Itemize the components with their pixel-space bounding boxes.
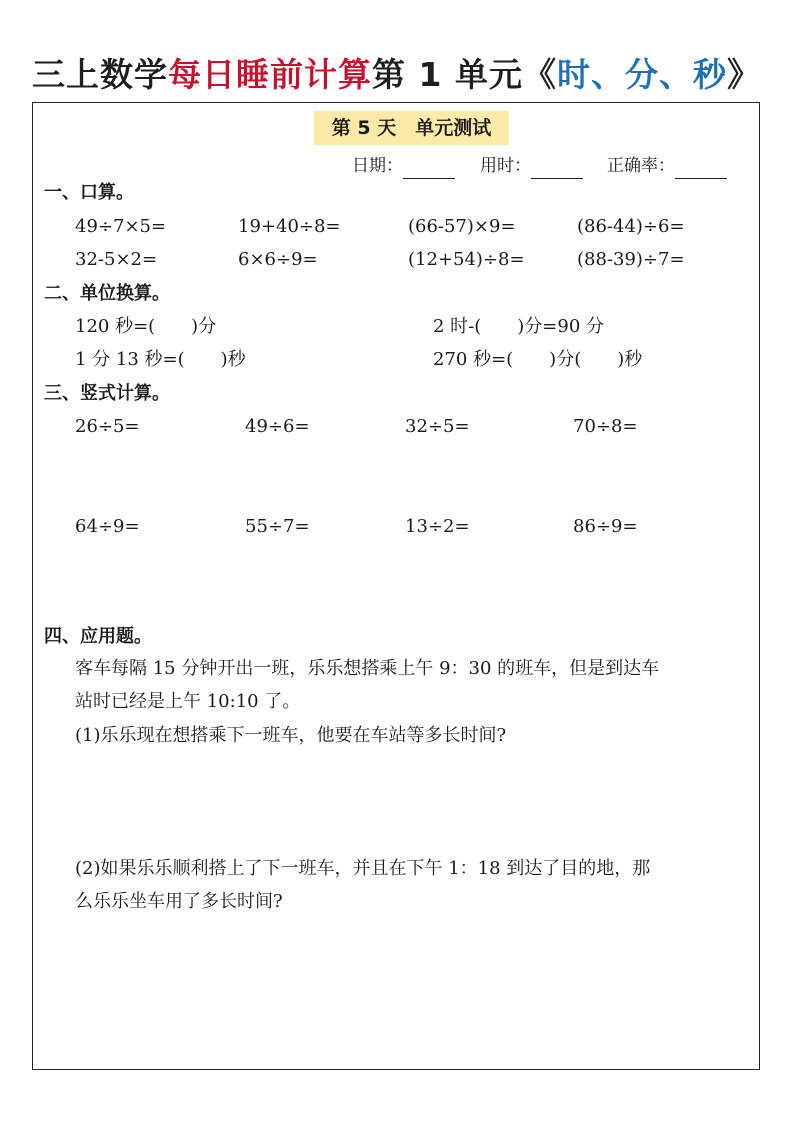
section-heading-units: 二、单位换算。 (44, 283, 170, 304)
vertical-item: 13÷2= (405, 516, 470, 537)
title-part-daily: 每日睡前计算 (168, 55, 373, 94)
vertical-item: 64÷9= (75, 516, 140, 537)
oral-item: (88-39)÷7= (577, 249, 685, 270)
vertical-item: 26÷5= (75, 416, 140, 437)
accuracy-label: 正确率： (607, 156, 675, 176)
oral-item: 6×6÷9= (238, 249, 318, 270)
title-part-unit: 第 1 单元《 (372, 55, 557, 94)
unit-item: 120 秒=( )分 (75, 316, 217, 337)
section-heading-word: 四、应用题。 (44, 626, 152, 647)
problem-text-line: 客车每隔 15 分钟开出一班，乐乐想搭乘上午 9：30 的班车，但是到达车 (75, 658, 660, 679)
oral-item: 32-5×2= (75, 249, 158, 270)
title-part-topic: 时、分、秒 (556, 55, 727, 94)
time-label: 用时： (480, 156, 531, 176)
vertical-item: 86÷9= (573, 516, 638, 537)
page-title (0, 50, 793, 100)
day-title: 第 5 天 单元测试 (314, 111, 509, 145)
section-heading-vertical: 三、竖式计算。 (44, 383, 170, 404)
unit-item: 2 时-( )分=90 分 (433, 316, 605, 337)
time-field (480, 153, 583, 179)
question-2-line: 么乐乐坐车用了多长时间? (75, 891, 283, 912)
oral-item: (86-44)÷6= (577, 216, 685, 237)
question-2-line: (2)如果乐乐顺利搭上了下一班车，并且在下午 1：18 到达了目的地，那 (75, 858, 651, 879)
vertical-item: 55÷7= (245, 516, 310, 537)
unit-item: 1 分 13 秒=( )秒 (75, 349, 246, 370)
question-1: (1)乐乐现在想搭乘下一班车，他要在车站等多长时间? (75, 725, 507, 746)
oral-item: (66-57)×9= (408, 216, 516, 237)
unit-item: 270 秒=( )分( )秒 (433, 349, 643, 370)
section-heading-oral: 一、口算。 (44, 182, 134, 203)
problem-text-line: 站时已经是上午 10:10 了。 (75, 691, 301, 712)
oral-item: 19+40÷8= (238, 216, 341, 237)
accuracy-field (607, 153, 727, 179)
vertical-item: 32÷5= (405, 416, 470, 437)
oral-item: (12+54)÷8= (408, 249, 525, 270)
title-part-close: 》 (726, 55, 761, 94)
vertical-item: 70÷8= (573, 416, 638, 437)
title-part-grade: 三上数学 (32, 55, 169, 94)
time-blank[interactable] (531, 158, 583, 179)
date-label: 日期： (352, 156, 403, 176)
date-blank[interactable] (403, 158, 455, 179)
date-field (352, 153, 455, 179)
oral-item: 49÷7×5= (75, 216, 167, 237)
accuracy-blank[interactable] (675, 158, 727, 179)
vertical-item: 49÷6= (245, 416, 310, 437)
